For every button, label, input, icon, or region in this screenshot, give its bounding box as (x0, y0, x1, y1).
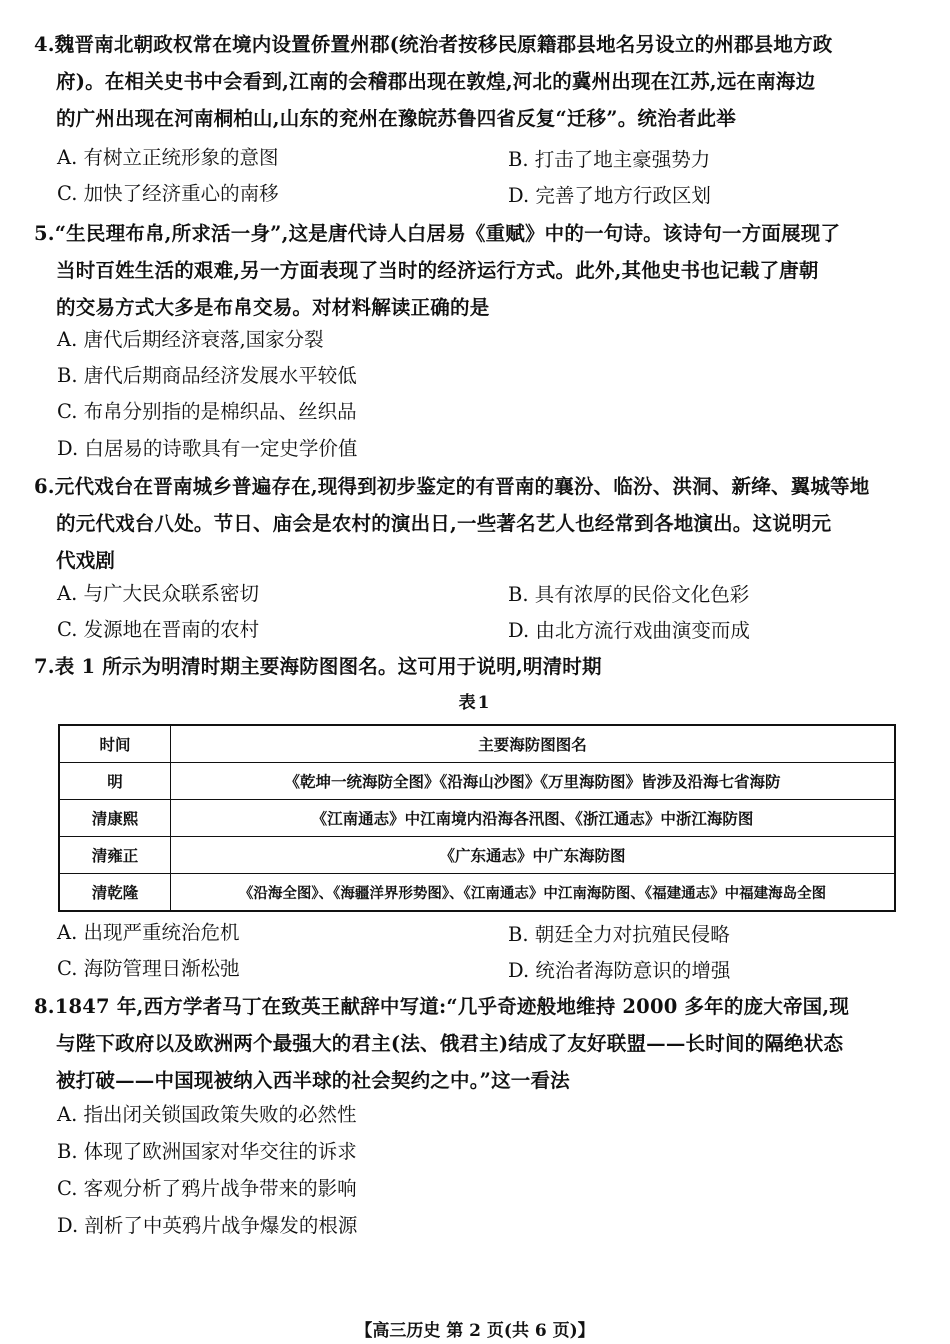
question-4-option-a: A. 有树立正统形象的意图 (57, 146, 279, 169)
question-5-line: 当时百姓生活的艰难,另一方面表现了当时的经济运行方式。此外,其他史书也记载了唐朝 (56, 259, 819, 282)
question-5-stem (34, 215, 908, 326)
question-7-line: 7.表 1 所示为明清时期主要海防图图名。这可用于说明,明清时期 (34, 655, 602, 678)
question-6-line: 代戏剧 (56, 549, 116, 572)
question-5-option-b: B. 唐代后期商品经济发展水平较低 (57, 364, 357, 387)
page-footer: 【高三历史 第 2 页(共 6 页)】 (355, 1321, 595, 1341)
question-5-line: 5.“生民理布帛,所求活一身”,这是唐代诗人白居易《重赋》中的一句诗。该诗句一方面展现了 (34, 222, 841, 245)
table-row (59, 837, 895, 874)
table-cell-maps: 《沿海全图》、《海疆洋界形势图》、《江南通志》中江南海防图、《福建通志》中福建海岛全图 (171, 874, 896, 912)
table-header-cell: 时间 (59, 725, 171, 763)
table-cell-period: 清雍正 (59, 837, 171, 874)
question-8-line: 与陛下政府以及欧洲两个最强大的君主(法、俄君主)结成了友好联盟——长时间的隔绝状态 (56, 1032, 844, 1055)
question-4-option-b: B. 打击了地主豪强势力 (508, 148, 711, 171)
table-cell-period: 明 (59, 763, 171, 800)
question-8-option-a: A. 指出闭关锁国政策失败的必然性 (57, 1103, 357, 1126)
table-header-row (59, 725, 895, 763)
question-4-stem (34, 26, 908, 137)
table-cell-period: 清乾隆 (59, 874, 171, 912)
question-6-option-c: C. 发源地在晋南的农村 (57, 618, 260, 641)
question-6-line: 的元代戏台八处。节日、庙会是农村的演出日,一些著名艺人也经常到各地演出。这说明元 (56, 512, 832, 535)
question-6-option-d: D. 由北方流行戏曲演变而成 (508, 619, 750, 642)
question-8-line: 被打破——中国现被纳入西半球的社会契约之中。”这一看法 (56, 1069, 570, 1092)
question-7-option-d: D. 统治者海防意识的增强 (508, 959, 731, 982)
table-cell-maps: 《江南通志》中江南境内沿海各汛图、《浙江通志》中浙江海防图 (171, 800, 896, 837)
table-cell-maps: 《广东通志》中广东海防图 (171, 837, 896, 874)
question-4-option-d: D. 完善了地方行政区划 (508, 184, 711, 207)
question-8-stem (34, 988, 908, 1099)
question-6-line: 6.元代戏台在晋南城乡普遍存在,现得到初步鉴定的有晋南的襄汾、临汾、洪洞、新绛、翼城等地 (34, 475, 870, 498)
table-row (59, 800, 895, 837)
question-5-option-c: C. 布帛分别指的是棉织品、丝织品 (57, 400, 357, 423)
question-7-option-c: C. 海防管理日渐松弛 (57, 957, 240, 980)
question-7-option-a: A. 出现严重统治危机 (57, 921, 240, 944)
question-5-line: 的交易方式大多是布帛交易。对材料解读正确的是 (56, 296, 490, 319)
question-4-option-c: C. 加快了经济重心的南移 (57, 182, 279, 205)
table-header-cell: 主要海防图图名 (171, 725, 896, 763)
question-4-line: 4.魏晋南北朝政权常在境内设置侨置州郡(统治者按移民原籍郡县地名另设立的州郡县地方政 (34, 33, 833, 56)
question-8-option-c: C. 客观分析了鸦片战争带来的影响 (57, 1177, 357, 1200)
question-8-option-d: D. 剖析了中英鸦片战争爆发的根源 (57, 1214, 358, 1237)
question-7-option-b: B. 朝廷全力对抗殖民侵略 (508, 923, 730, 946)
question-5-option-d: D. 白居易的诗歌具有一定史学价值 (57, 437, 358, 460)
question-5-option-a: A. 唐代后期经济衰落,国家分裂 (57, 328, 324, 351)
question-6-option-b: B. 具有浓厚的民俗文化色彩 (508, 583, 750, 606)
question-7-stem (34, 648, 908, 685)
table-title: 表1 (458, 693, 492, 713)
question-8-line: 8.1847 年,西方学者马丁在致英王献辞中写道:“几乎奇迹般地维持 2000 多年的庞大帝国,现 (34, 995, 850, 1018)
table-row (59, 874, 895, 912)
table-cell-period: 清康熙 (59, 800, 171, 837)
table-row (59, 763, 895, 800)
coastal-defense-map-table (58, 724, 896, 912)
table-cell-maps: 《乾坤一统海防全图》《沿海山沙图》《万里海防图》皆涉及沿海七省海防 (171, 763, 896, 800)
question-4-line: 的广州出现在河南桐柏山,山东的兖州在豫皖苏鲁四省反复“迁移”。统治者此举 (56, 107, 736, 130)
question-4-line: 府)。在相关史书中会看到,江南的会稽郡出现在敦煌,河北的冀州出现在江苏,远在南海边 (56, 70, 816, 93)
question-8-option-b: B. 体现了欧洲国家对华交往的诉求 (57, 1140, 357, 1163)
question-6-stem (34, 468, 908, 579)
question-6-option-a: A. 与广大民众联系密切 (57, 582, 259, 605)
